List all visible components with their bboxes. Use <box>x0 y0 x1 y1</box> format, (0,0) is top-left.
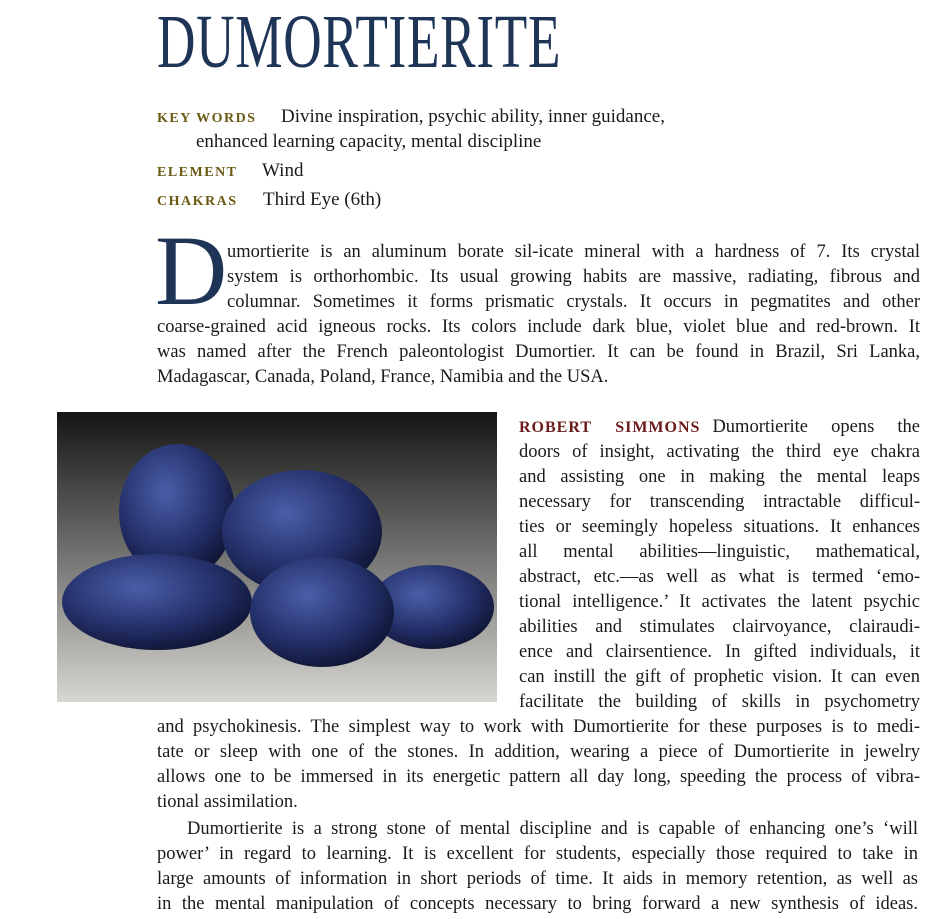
text-line: columnar. Sometimes it forms prismatic crystals. It occurs in pegmatites and other <box>227 292 920 312</box>
chakras-label: CHAKRAS <box>157 194 238 209</box>
dumortierite-stones-photo <box>57 412 497 702</box>
text-line: tional intelligence.’ It activates the latent psychic <box>519 592 920 612</box>
keywords-value-line2: enhanced learning capacity, mental discipline <box>196 131 542 152</box>
first-line-text: Dumortierite opens the <box>712 417 920 437</box>
text-line: large amounts of information in short periods of time. It aids in memory retention, as well as <box>157 869 918 889</box>
text-line: and psychokinesis. The simplest way to work with Dumortierite for these purposes is to medi- <box>157 717 920 737</box>
text-line: power’ in regard to learning. It is excellent for students, especially those required to take in <box>157 844 918 864</box>
text-line: abstract, etc.—as well as what is termed ‘emo- <box>519 567 920 587</box>
page-title: DUMORTIERITE <box>157 0 562 84</box>
text-line: tate or sleep with one of the stones. In addition, wearing a piece of Dumortierite in jewelry <box>157 742 920 762</box>
author-name: ROBERT SIMMONS <box>519 419 701 436</box>
text-line: can instill the gift of prophetic vision. It can even <box>519 667 920 687</box>
text-line: Madagascar, Canada, Poland, France, Namibia and the USA. <box>157 367 609 387</box>
element-value: Wind <box>262 160 304 181</box>
element-row <box>157 158 303 185</box>
text-line: facilitate the building of skills in psychometry <box>519 692 920 712</box>
text-line: tional assimilation. <box>157 792 298 812</box>
text-line: allows one to be immersed in its energetic pattern all day long, speeding the process of vibra- <box>157 767 920 787</box>
text-line: system is orthorhombic. Its usual growing habits are massive, radiating, fibrous and <box>227 267 920 287</box>
text-line: doors of insight, activating the third eye chakra <box>519 442 920 462</box>
chakras-row <box>157 187 381 214</box>
text-line: all mental abilities—linguistic, mathematical, <box>519 542 920 562</box>
text-line: ence and clairsentience. In gifted individuals, it <box>519 642 920 662</box>
keywords-value-line1: Divine inspiration, psychic ability, inner guidance, <box>281 106 665 127</box>
element-label: ELEMENT <box>157 165 238 180</box>
chakras-value: Third Eye (6th) <box>263 189 382 210</box>
text-line: necessary for transcending intractable difficul- <box>519 492 920 512</box>
section-first-line <box>519 415 920 440</box>
text-line: umortierite is an aluminum borate sil-icate mineral with a hardness of 7. Its crystal <box>227 242 920 262</box>
text-line: and assisting one in making the mental leaps <box>519 467 920 487</box>
text-line: Dumortierite is a strong stone of mental discipline and is capable of enhancing one’s ‘will <box>187 819 918 839</box>
text-line: abilities and stimulates clairvoyance, clairaudi- <box>519 617 920 637</box>
keywords-row <box>157 104 665 131</box>
text-line: was named after the French paleontologist Dumortier. It can be found in Brazil, Sri Lanka, <box>157 342 920 362</box>
text-line: ties or seemingly hopeless situations. It enhances <box>519 517 920 537</box>
keywords-label: KEY WORDS <box>157 111 257 126</box>
text-line: coarse-grained acid igneous rocks. Its colors include dark blue, violet blue and red-brown. It <box>157 317 920 337</box>
text-line: in the mental manipulation of concepts necessary to bring forward a new synthesis of ideas. <box>157 894 918 914</box>
drop-cap: D <box>155 215 228 326</box>
